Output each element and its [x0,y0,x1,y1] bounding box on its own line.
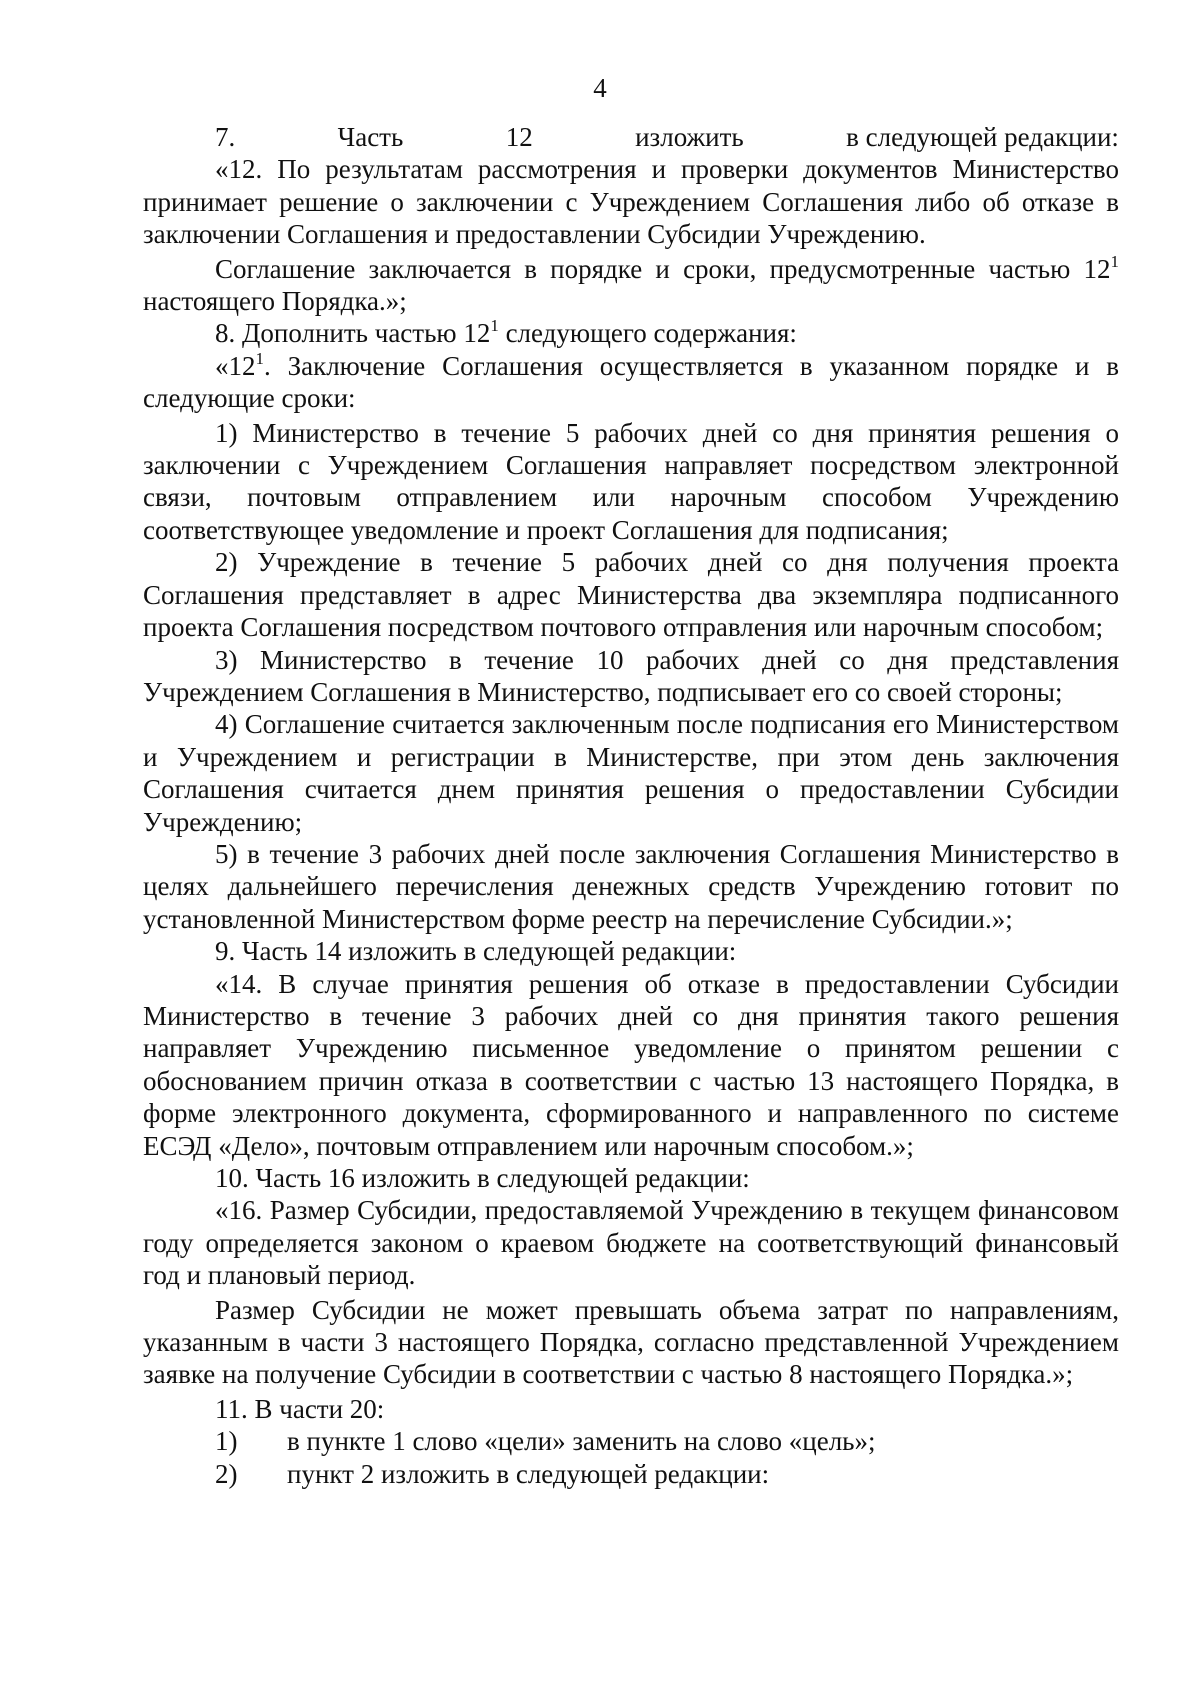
item-11-subitem-number: 2) [215,1458,238,1489]
paragraph-12-1-text: . Заключение Соглашения осуществляется в указанном порядке и в следующие сроки: [143,350,1119,414]
item-10: 10. Часть 16 изложить в следующей редакции: [215,1163,750,1193]
item-11: 11. В части 20: [215,1393,385,1424]
paragraph-12-quote: «12. По результатам рассмотрения и проверки документов Министерство принимает решение о заключении с Учреждением Соглашения либо об отказе в заключении Соглашения и предоставлении Субсидии Учреждению. [143,154,1119,250]
item-7-word-rest: в следующей редакции: [846,122,1119,152]
item-8-tail: следующего содержания: [498,318,797,349]
item-11-subitem-number: 1) [215,1426,238,1457]
superscript: 1 [490,316,499,336]
item-11-subitem-text: пункт 2 изложить в следующей редакции: [287,1458,770,1489]
item-8 [143,317,1119,349]
page-number: 4 [593,73,607,103]
paragraph-12-second-tail: настоящего Порядка.»; [143,286,407,317]
item-7-word-state: изложить [635,122,744,152]
item-7-word-part: Часть [337,122,404,152]
paragraph-16-quote: «16. Размер Субсидии, предоставляемой Учреждению в текущем финансовом году определяется законом о краевом бюджете на соответствующий финансовый год и плановый период. [143,1195,1119,1291]
subitem-4: 4) Соглашение считается заключенным после подписания его Министерством и Учреждением и регистрации в Министерстве, при этом день заключения Соглашения считается днем принятия решения о предоставлении Субсидии Учреждению; [143,709,1119,837]
subitem-5: 5) в течение 3 рабочих дней после заключения Соглашения Министерство в целях дальнейшего перечисления денежных средств Учреждению готовит по установленной Министерством форме реестр на перечисление Субсидии.»; [143,838,1119,934]
item-11-subitem [143,1425,1119,1457]
paragraph-12-1-quote [143,350,1119,415]
item-11-subitem [143,1458,1119,1490]
item-11-subitem-text: в пункте 1 слово «цели» заменить на слово «цель»; [287,1426,876,1457]
item-9: 9. Часть 14 изложить в следующей редакции: [215,936,737,967]
subitem-1: 1) Министерство в течение 5 рабочих дней со дня принятия решения о заключении с Учреждением Соглашения направляет посредством электронной связи, почтовым отправлением или нарочным способом Учреждению соответствующее уведомление и проект Соглашения для подписания; [143,417,1119,545]
subitem-2: 2) Учреждение в течение 5 рабочих дней со дня получения проекта Соглашения представляет в адрес Министерства два экземпляра подписанного проекта Соглашения посредством почтового отправления или нарочным способом; [143,547,1119,643]
item-7-line [143,121,1119,153]
paragraph-12-1-lead: «12 [215,350,256,381]
paragraph-14-quote: «14. В случае принятия решения об отказе в предоставлении Субсидии Министерство в течение 3 рабочих дней со дня принятия такого решения направляет Учреждению письменное уведомление о принятом решении с обоснованием причин отказа в соответствии с частью 13 настоящего Порядка, в форме электронного документа, сформированного и направленного по системе ЕСЭД «Дело», почтовым отправлением или нарочным способом.»; [143,968,1119,1161]
subitem-3: 3) Министерство в течение 10 рабочих дней со дня представления Учреждением Соглашения в Министерство, подписывает его со своей стороны; [143,644,1119,707]
item-7-number: 7. [215,122,236,152]
paragraph-12-second-text: Соглашение заключается в порядке и сроки, предусмотренные частью 12 [215,253,1111,284]
superscript: 1 [1110,251,1119,271]
document-body [143,121,1119,1490]
superscript: 1 [255,348,264,368]
paragraph-12-second [143,253,1119,318]
item-7-word-num: 12 [505,122,533,152]
item-8-text: 8. Дополнить частью 12 [215,318,491,349]
paragraph-16-second: Размер Субсидии не может превышать объема затрат по направлениям, указанным в части 3 настоящего Порядка, согласно представленной Учреждением заявке на получение Субсидии в соответствии с частью 8 настоящего Порядка.»; [143,1294,1119,1390]
